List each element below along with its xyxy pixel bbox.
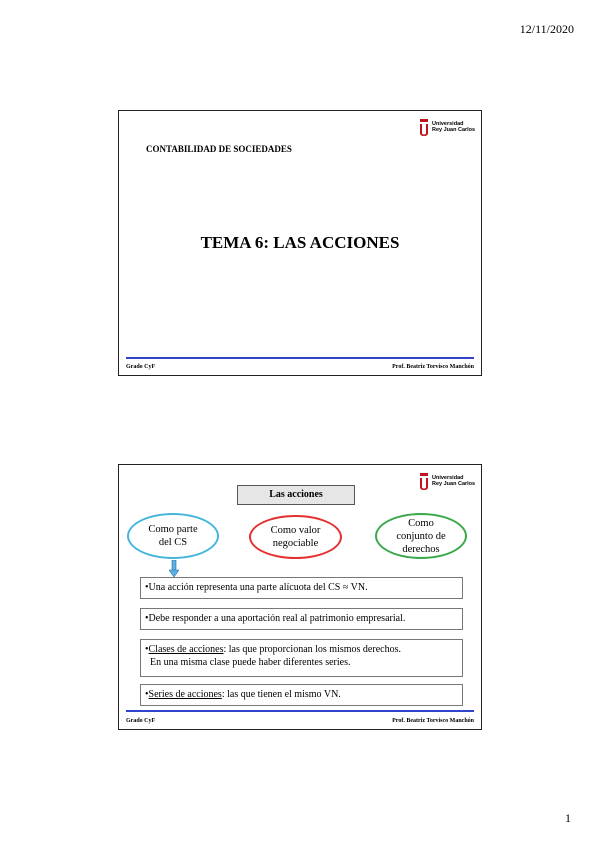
ellipse-label: Como conjunto de derechos xyxy=(396,517,446,555)
footer-degree: Grado CyF xyxy=(126,718,156,724)
page-date: 12/11/2020 xyxy=(519,22,574,36)
ellipse-valor-negociable xyxy=(249,515,342,559)
footer-divider xyxy=(126,710,474,712)
footer-professor: Prof. Beatriz Torvisco Manchón xyxy=(392,364,474,370)
footer-degree: Grado CyF xyxy=(126,364,156,370)
university-logo xyxy=(417,469,477,493)
bullet-prefix: • xyxy=(145,644,149,655)
slide-2 xyxy=(118,464,482,730)
footer-divider xyxy=(126,357,474,359)
down-arrow-icon xyxy=(169,560,179,578)
logo-text-line1: Universidad xyxy=(432,121,464,127)
bullet-text: •Debe responder a una aportación real al patrimonio empresarial. xyxy=(145,613,406,624)
page-number: 1 xyxy=(565,811,571,825)
ellipse-label: Como valor negociable xyxy=(270,525,321,549)
ellipse-parte-cs xyxy=(127,513,219,559)
ellipse-conjunto-derechos xyxy=(375,513,467,559)
bullet-box xyxy=(140,684,463,706)
logo-text-line1: Universidad xyxy=(432,475,464,481)
urjc-logo-icon xyxy=(419,473,429,491)
bullet-term: Clases de acciones xyxy=(148,644,224,655)
slide-1 xyxy=(118,110,482,376)
bullet-text: : las que tienen el mismo VN. xyxy=(221,689,341,700)
bullet-box xyxy=(140,577,463,599)
bullet-text: •Una acción representa una parte alícuota del CS ≈ VN. xyxy=(145,582,368,593)
footer-professor: Prof. Beatriz Torvisco Manchón xyxy=(392,718,474,724)
bullet-prefix: • xyxy=(145,689,149,700)
bullet-term: Series de acciones xyxy=(148,689,222,700)
section-title-box: Las acciones xyxy=(237,485,355,505)
slide-title: TEMA 6: LAS ACCIONES xyxy=(200,233,400,252)
bullet-text-line2: En una misma clase puede haber diferentes series. xyxy=(150,657,351,668)
bullet-text: : las que proporcionan los mismos derechos. xyxy=(223,644,401,655)
logo-text-line2: Rey Juan Carlos xyxy=(432,127,476,133)
urjc-logo-icon xyxy=(419,119,429,137)
bullet-box xyxy=(140,639,463,677)
ellipse-label: Como parte del CS xyxy=(148,524,198,548)
course-name: CONTABILIDAD DE SOCIEDADES xyxy=(146,144,292,154)
logo-text-line2: Rey Juan Carlos xyxy=(432,481,476,487)
university-logo xyxy=(417,115,477,139)
bullet-box xyxy=(140,608,463,630)
